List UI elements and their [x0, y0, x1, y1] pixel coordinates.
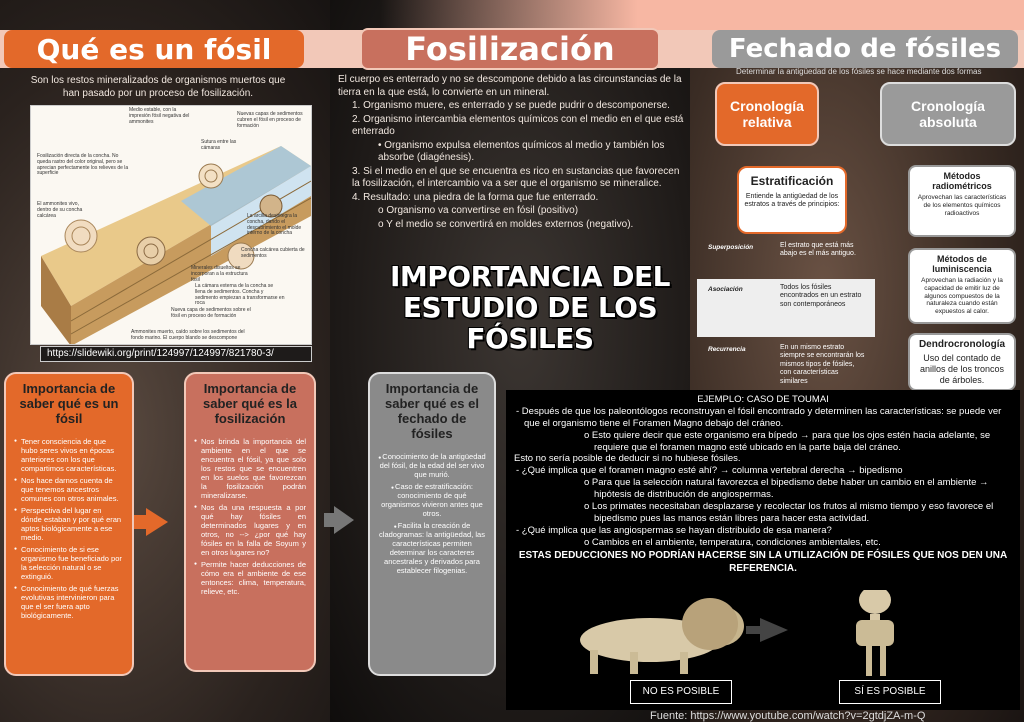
metodos-radiometricos-box	[908, 165, 1016, 237]
diagram-label: Nuevas capas de sedimentos cubren el fósil en proceso de formación	[237, 111, 303, 129]
caption-si-es-posible: SÍ ES POSIBLE	[839, 680, 941, 704]
method-text: Aprovechan las características de los elementos químicos radioactivos	[917, 194, 1007, 217]
toumai-line: o Los primates necesitaban desplazarse y recolectar los frutos al mismo tiempo y eso favorece el bipedismo pues las manos están libres para hacer esta actividad.	[584, 500, 994, 524]
toumai-line: o Para que la selección natural favorezca el bipedismo debe haber un cambio en el ambiente → hipótesis de distribución de angiospermas.	[584, 477, 989, 500]
list-item: ● Nos brinda la importancia del ambiente en el que se encuentra el fósil, ya que solo los restos que se encuentren en los suelos que favorezcan la fosilización podrán mineralizarse.	[194, 437, 306, 500]
diagram-label: Ammonites muerto, caído sobre los sedimentos del fondo marino. El cuerpo blando se descompone	[131, 329, 245, 341]
card-list	[194, 437, 306, 596]
method-text: Uso del contado de anillos de los troncos de árboles.	[919, 353, 1005, 385]
diagram-label: Fosilización directa de la concha. No queda rastro del color original, pero se aprecian perfectamente los relieves de la superficie	[37, 153, 129, 177]
source-link[interactable]: Fuente: https://www.youtube.com/watch?v=2gtdjZA-m-Q	[650, 710, 926, 722]
arrow-right-icon	[334, 506, 354, 534]
toumai-line: o Esto quiere decir que este organismo era bípedo → para que los ojos estén hacia adelante, se requiere que el foramen magno esté ubicado en la parte baja del cráneo.	[584, 429, 991, 453]
cronologia-relativa-box: Cronología relativa	[715, 82, 819, 146]
toumai-line: - ¿Qué implica que el foramen magno esté ahí? → columna vertebral derecha → bipedismo	[516, 465, 903, 477]
caption-no-es-posible: NO ES POSIBLE	[630, 680, 732, 704]
method-title: Métodos radiométricos	[932, 171, 992, 191]
diagram-label: La arcilla desintegra la concha, dando el descubrimiento el molde interno de la concha	[247, 213, 302, 237]
principle-text: En un mismo estrato siempre se encontrarán los mismos tipos de fósiles, con características similares	[780, 344, 865, 385]
fosilizacion-substep: o Y el medio se convertirá en moldes externos (negativo).	[378, 218, 634, 230]
toumai-title: EJEMPLO: CASO DE TOUMAI	[697, 394, 829, 405]
diagram-label: Nueva capa de sedimentos sobre el fósil en proceso de formación	[171, 307, 251, 319]
fosil-definition: Son los restos mineralizados de organismos muertos que han pasado por un proceso de fosilización.	[30, 75, 286, 99]
principle-name: Recurrencia	[708, 346, 746, 353]
fosilizacion-substep: o Organismo va convertirse en fósil (positivo)	[378, 205, 579, 216]
diagram-label: La cámara externa de la concha se llena de sedimentos. Concha y sedimento empiezan a transformarse en roca	[195, 283, 285, 307]
cronologia-absoluta-box: Cronología absoluta	[880, 82, 1016, 146]
principle-text: El estrato que está más abajo es el más antiguo.	[780, 242, 856, 258]
dendrocronologia-box	[908, 333, 1016, 391]
list-item: ● Permite hacer deducciones de cómo era el ambiente de ese entonces: clima, temperatura, relieve, etc.	[194, 560, 306, 596]
list-item: ● Conocimiento de la antigüedad del fósil, de la edad del ser vivo que murió.	[378, 452, 486, 479]
diagram-label: Sutura entre las cámaras	[201, 139, 237, 151]
principle-name: Asociación	[708, 286, 743, 293]
list-item: ● Nos da una respuesta a por qué hay fósiles en determinados lugares y en otros, no --> ¿por qué hay fósiles en la falla de Soyum y en otros lugares no?	[194, 503, 306, 557]
importancia-fechado-card	[368, 372, 496, 676]
card-title: Importancia de saber qué es el fechado de fósiles	[385, 381, 479, 441]
list-item: ● Conocimiento de si ese organismo fue beneficiado por la selección natural o se extinguió.	[14, 545, 124, 581]
toumai-line: - ¿Qué implica que las angiospermas se hayan distribuido de esa manera?	[516, 524, 832, 536]
toumai-line: - Después de que los paleontólogos reconstruyan el fósil encontrado y determinen las características: se puede ver que el organismo tiene el Foramen Magno debajo del cráneo.	[516, 405, 1002, 429]
card-list	[378, 452, 486, 575]
fosilizacion-intro: El cuerpo es enterrado y no se descompone debido a las circunstancias de la tierra en la que está, lo convierte en un mineral.	[338, 74, 682, 98]
list-item: ● Caso de estratificación: conocimiento de qué organismos vivieron antes que otros.	[378, 482, 486, 518]
header-fechado-de-fosiles: Fechado de fósiles	[712, 30, 1018, 68]
toumai-line: o Cambios en el ambiente, temperatura, condiciones ambientales, etc.	[584, 536, 881, 548]
diagram-label: Minerales disueltos se incorporan a la estructura fósil	[191, 265, 248, 283]
principle-text: Todos los fósiles encontrados en un estrato son contemporáneos	[780, 284, 862, 308]
estratificacion-text: Entiende la antigüedad de los estratos a través de principios:	[744, 193, 840, 209]
fechado-subtitle: Determinar la antigüedad de los fósiles se hace mediante dos formas	[736, 67, 982, 76]
diagram-source-link[interactable]: https://slidewiki.org/print/124997/124997/821780-3/	[40, 346, 312, 362]
diagram-label: El ammonites vivo, dentro de su concha calcárea	[37, 201, 83, 219]
header-fosilizacion: Fosilización	[360, 28, 660, 70]
fosilizacion-step: 1. Organismo muere, es enterrado y se puede pudrir o descomponerse.	[352, 100, 670, 111]
arrow-right-icon	[146, 508, 168, 536]
fosilizacion-step: 2. Organismo intercambia elementos químicos con el medio en el que está enterrado	[352, 113, 684, 137]
importancia-fosilizacion-card	[184, 372, 316, 672]
list-item: ● Nos hace darnos cuenta de que tenemos ancestros comunes con otros animales.	[14, 476, 124, 503]
metodos-luminiscencia-box	[908, 248, 1016, 324]
fosilizacion-substep: • Organismo expulsa elementos químicos al medio y también los absorbe (diagénesis).	[378, 139, 665, 163]
skeleton-illustration	[570, 590, 990, 676]
method-title: Métodos de luminiscencia	[932, 254, 992, 274]
toumai-line: Esto no sería posible de deducir si no hubiese fósiles.	[514, 453, 741, 465]
toumai-conclusion: ESTAS DEDUCCIONES NO PODRÍAN HACERSE SIN LA UTILIZACIÓN DE FÓSILES QUE NOS DEN UNA REFERENCIA.	[518, 550, 1008, 574]
card-title: Importancia de saber qué es la fosilización	[203, 381, 297, 426]
card-list	[14, 437, 124, 620]
diagram-label: Concha calcárea cubierta de sedimentos	[241, 247, 305, 259]
fosilizacion-text	[338, 74, 688, 232]
header-que-es-un-fosil: Qué es un fósil	[4, 30, 304, 68]
fosilizacion-step: 3. Si el medio en el que se encuentra es rico en sustancias que favorecen la fosilización, el intercambio va a ser que el organismo se mineralice.	[352, 165, 680, 189]
method-title: Dendrocronología	[918, 339, 1006, 350]
estratificacion-title: Estratificación	[750, 174, 834, 188]
list-item: ● Facilita la creación de cladogramas: la antigüedad, las características permiten determinar los caracteres ancestrales y derivados para establecer filogenias.	[378, 521, 486, 575]
fossilization-diagram	[30, 105, 312, 345]
list-item: ● Perspectiva del lugar en dónde estaban y por qué eran aptos biológicamente a ese medio.	[14, 506, 124, 542]
list-item: ● Conocimiento de qué fuerzas evolutivas intervinieron para que el ser fuera apto biológicamente.	[14, 584, 124, 620]
importancia-fosil-card	[4, 372, 134, 676]
main-title: IMPORTANCIA DEL ESTUDIO DE LOS FÓSILES	[389, 260, 671, 355]
estratificacion-box	[737, 166, 847, 234]
card-title: Importancia de saber qué es un fósil	[19, 381, 119, 426]
method-text: Aprovechan la radiación y la capacidad de emitir luz de algunos compuestos de la naturaleza cuando están expuestos al calor.	[921, 277, 1003, 316]
top-band	[380, 0, 1024, 30]
diagram-label: Medio estable, con la impresión fósil negativa del ammonites	[129, 107, 190, 125]
list-item: ● Tener consciencia de que hubo seres vivos en épocas anteriores con los que compartimos características.	[14, 437, 124, 473]
principle-name: Superposición	[708, 244, 754, 251]
fosilizacion-step: 4. Resultado: una piedra de la forma que fue enterrado.	[352, 191, 599, 203]
